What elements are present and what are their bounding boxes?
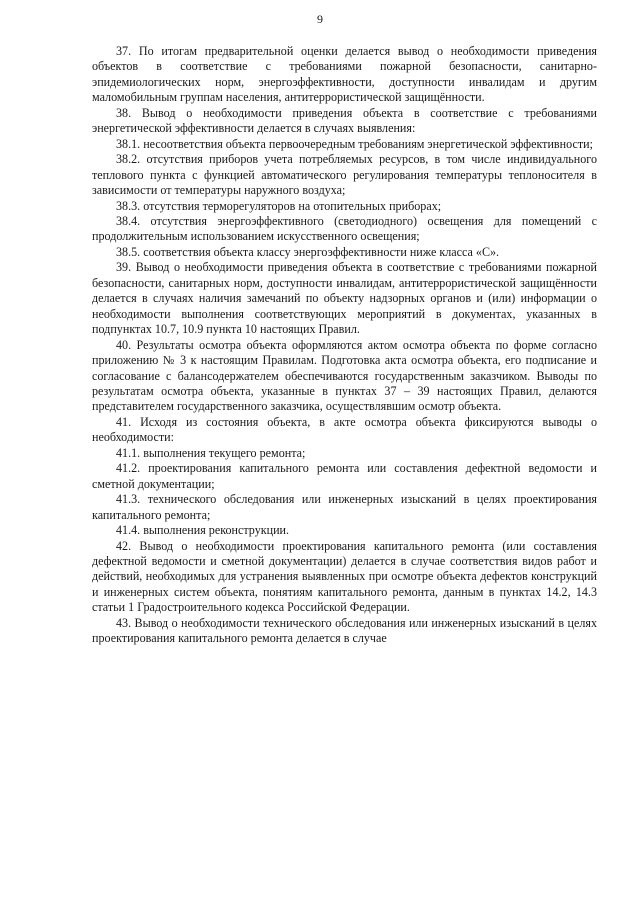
paragraph-38: 38. Вывод о необходимости приведения объекта в соответствие с требованиями энергетической эффективности делается в случаях выявления: (92, 105, 597, 136)
paragraph-41-2: 41.2. проектирования капитального ремонта или составления дефектной ведомости и сметной документации; (92, 461, 597, 491)
page-number: 9 (317, 12, 323, 26)
paragraph-40: 40. Результаты осмотра объекта оформляются актом осмотра объекта по форме согласно приложению № 3 к настоящим Правилам. Подготовка акта осмотра объекта, его подписание и согласование с балансодержателем обеспечиваются государственным заказчиком. Выводы по результатам осмотра объекта, указанные в пунктах 37 – 39 настоящих Правил, делаются представителем государственного заказчика, осуществлявшим осмотр объекта. (92, 337, 597, 414)
paragraph-43: 43. Вывод о необходимости технического обследования или инженерных изысканий в целях проектирования капитального ремонта делается в случае (92, 615, 597, 646)
paragraph-41-1: 41.1. выполнения текущего ремонта; (116, 445, 306, 460)
paragraph-38-2: 38.2. отсутствия приборов учета потребляемых ресурсов, в том числе индивидуального теплового пункта с функцией автоматического регулирования температуры теплоносителя в зависимости от температуры наружного воздуха; (92, 152, 597, 198)
paragraph-41-4: 41.4. выполнения реконструкции. (116, 523, 290, 538)
paragraph-38-4: 38.4. отсутствия энергоэффективного (светодиодного) освещения для помещений с продолжительным использованием искусственного освещения; (92, 213, 597, 244)
paragraph-38-1: 38.1. несоответствия объекта первоочередным требованиям энергетической эффективности; (116, 136, 593, 151)
paragraph-38-3: 38.3. отсутствия терморегуляторов на отопительных приборах; (116, 198, 442, 213)
paragraph-38-5: 38.5. соответствия объекта классу энергоэффективности ниже класса «C». (116, 244, 500, 259)
paragraph-41-3: 41.3. технического обследования или инженерных изысканий в целях проектирования капитального ремонта; (92, 492, 597, 522)
paragraph-41: 41. Исходя из состояния объекта, в акте осмотра объекта фиксируются выводы о необходимости: (92, 414, 597, 445)
paragraph-37: 37. По итогам предварительной оценки делается вывод о необходимости приведения объектов в соответствие с требованиями пожарной безопасности, санитарно-эпидемиологических норм, энергоэффективности, доступности инвалидам и другим маломобильным группам населения, антитеррористической защищённости. (92, 44, 597, 105)
document-body (92, 44, 597, 647)
paragraph-42: 42. Вывод о необходимости проектирования капитального ремонта (или составления дефектной ведомости и сметной документации) делается в случае соответствия видов работ и действий, необходимых для устранения выявленных при осмотре объекта дефектов конструкций и инженерных систем объекта, понятиям капитального ремонта, данным в пунктах 14.2, 14.3 статьи 1 Градостроительного кодекса Российской Федерации. (92, 538, 597, 615)
paragraph-39: 39. Вывод о необходимости приведения объекта в соответствие с требованиями пожарной безопасности, санитарных норм, доступности инвалидам, антитеррористической защищённости делается в случаях наличия замечаний по объекту надзорных органов и (или) информации о необходимости выполнения соответствующих мероприятий в документах, указанных в подпунктах 10.7, 10.9 пункта 10 настоящих Правил. (92, 260, 597, 337)
